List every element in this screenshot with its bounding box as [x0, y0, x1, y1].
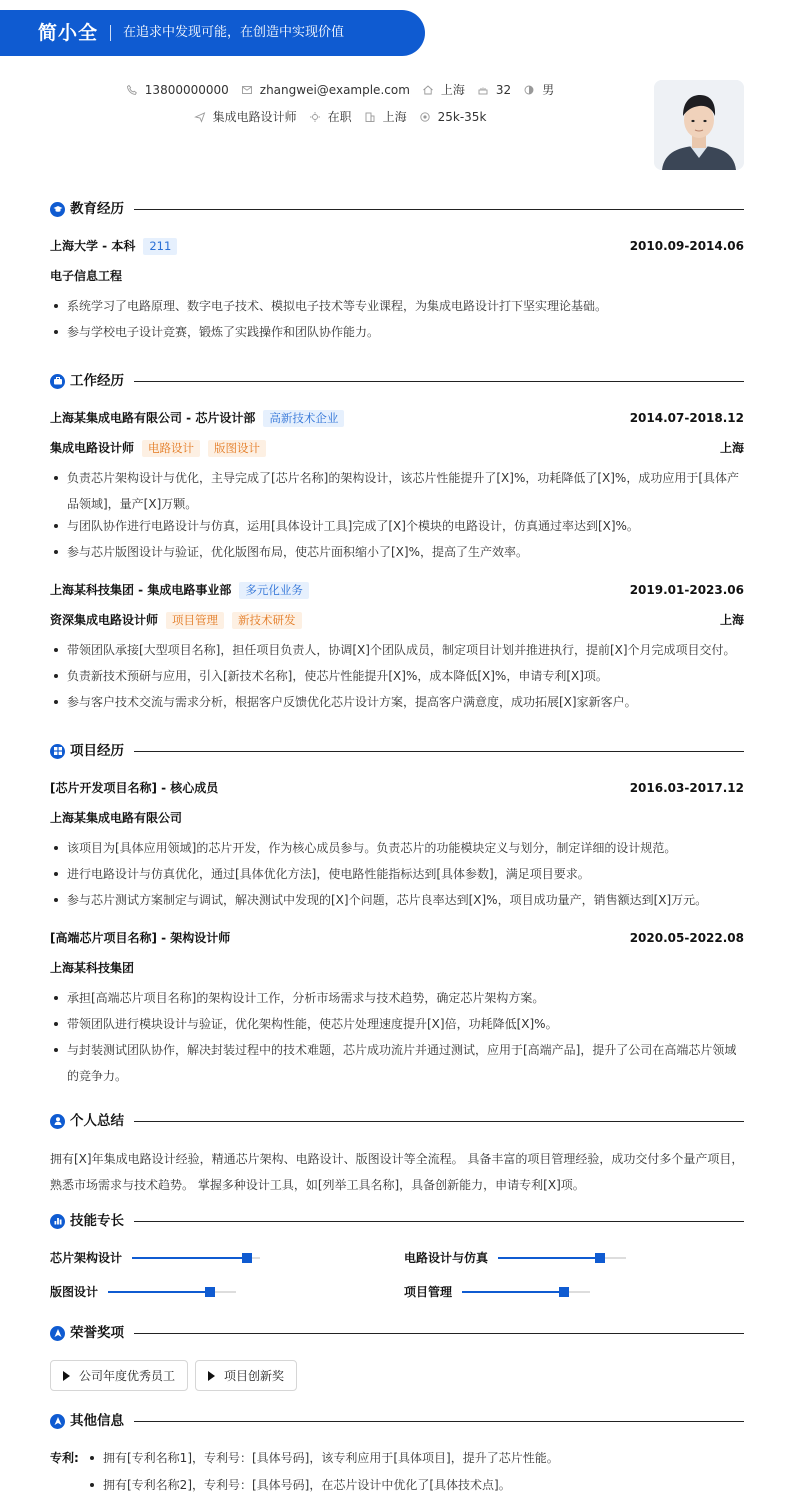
contact-email: [241, 81, 410, 99]
list-item: 该项目为[具体应用领域]的芯片开发，作为核心成员参与。负责芯片的功能模块定义与划分，制定详细的设计规范。: [50, 835, 744, 861]
project-dates: 2016.03-2017.12: [629, 781, 744, 795]
award-label: 公司年度优秀员工: [79, 1368, 176, 1383]
section-education: [50, 199, 744, 219]
school-name: 上海大学 - 本科: [50, 239, 136, 253]
skill-bar: [462, 1291, 590, 1293]
contact-city: [422, 81, 465, 99]
status-value: 在职: [327, 110, 352, 124]
award-label: 项目创新奖: [224, 1368, 285, 1383]
section-title: 工作经历: [70, 372, 124, 389]
work-dates: 2019.01-2023.06: [629, 583, 744, 597]
list-item: 参与客户技术交流与需求分析，根据客户反馈优化芯片设计方案，提高客户满意度，成功拓展[X]家新客户。: [50, 689, 744, 715]
home-icon: [422, 84, 434, 96]
project-org: 上海某科技集团: [50, 961, 135, 975]
list-item: 进行电路设计与仿真优化，通过[具体优化方法]，使电路性能指标达到[具体参数]，满足项目要求。: [50, 861, 744, 887]
section-other: [50, 1411, 744, 1431]
skill-item: [50, 1283, 236, 1301]
list-item: 参与学校电子设计竞赛，锻炼了实践操作和团队协作能力。: [50, 319, 744, 345]
skill-name: 芯片架构设计: [50, 1251, 123, 1265]
skill-bar: [498, 1257, 626, 1259]
major: 电子信息工程: [50, 269, 123, 283]
project-org-row: [50, 809, 744, 827]
list-item: 拥有[专利名称2]，专利号：[具体号码]，在芯片设计中优化了[具体技术点]。: [86, 1474, 511, 1496]
award-icon: [50, 1326, 65, 1341]
email-value: zhangwei@example.com: [259, 83, 410, 97]
skill-item: [404, 1249, 626, 1267]
list-item: 带领团队承接[大型项目名称]，担任项目负责人，协调[X]个团队成员，制定项目计划并推进执行，提前[X]个月完成项目交付。: [50, 637, 744, 663]
award-chip: [195, 1360, 297, 1391]
education-header: [50, 237, 744, 255]
skill-handle: [205, 1287, 215, 1297]
user-icon: [50, 1114, 65, 1129]
work-role-row: [50, 611, 744, 629]
project-header: [50, 929, 744, 947]
company-name: 上海某集成电路有限公司 - 芯片设计部: [50, 411, 256, 425]
section-divider: [134, 1121, 744, 1122]
resume-motto: 在追求中发现可能，在创造中实现价值: [123, 25, 345, 41]
list-item: 负责芯片架构设计与优化，主导完成了[芯片名称]的架构设计，该芯片性能提升了[X]%，功耗降低了[X]%，成功应用于[具体产品领域]，量产[X]万颗。: [50, 465, 744, 517]
list-item: 负责新技术预研与应用，引入[新技术名称]，使芯片性能提升[X]%，成本降低[X]%，申请专利[X]项。: [50, 663, 744, 689]
work-location: 上海: [719, 441, 744, 455]
work-dates: 2014.07-2018.12: [629, 411, 744, 425]
contact-row-1: [0, 81, 680, 99]
project-org: 上海某集成电路有限公司: [50, 811, 183, 825]
gender-value: 男: [542, 83, 555, 97]
role-tag: 新技术研发: [232, 612, 302, 629]
section-title: 其他信息: [70, 1412, 124, 1429]
section-divider: [134, 751, 744, 752]
contact-row-2: [0, 108, 680, 126]
list-item: 系统学习了电路原理、数字电子技术、模拟电子技术等专业课程，为集成电路设计打下坚实理论基础。: [50, 293, 744, 319]
section-skills: [50, 1211, 744, 1231]
skill-bar: [108, 1291, 236, 1293]
section-title: 个人总结: [70, 1112, 124, 1129]
resume-name: 简小全: [38, 21, 99, 44]
contact-age: [477, 81, 511, 99]
section-title: 教育经历: [70, 200, 124, 217]
skill-bar: [132, 1257, 260, 1259]
skill-handle: [595, 1253, 605, 1263]
list-item: 拥有[专利名称1]，专利号：[具体号码]，该专利应用于[具体项目]，提升了芯片性能。: [86, 1447, 559, 1469]
contact-phone: [126, 81, 229, 99]
send-icon: [194, 111, 206, 123]
phone-icon: [126, 84, 138, 96]
section-work: [50, 371, 744, 391]
contact-status: [309, 108, 352, 126]
project-org-row: [50, 959, 744, 977]
role-tag: 项目管理: [166, 612, 224, 629]
contact-position: [194, 108, 297, 126]
coin-icon: [419, 111, 431, 123]
project-header: [50, 779, 744, 797]
section-title: 项目经历: [70, 742, 124, 759]
section-divider: [134, 209, 744, 210]
age-value: 32: [495, 83, 512, 97]
skill-fill: [108, 1291, 210, 1293]
contact-salary: [419, 108, 487, 126]
briefcase-icon: [50, 374, 65, 389]
list-item: 参与芯片测试方案制定与调试，解决测试中发现的[X]个问题，芯片良率达到[X]%，项目成功量产，销售额达到[X]万元。: [50, 887, 744, 913]
project-name: [高端芯片项目名称] - 架构设计师: [50, 931, 231, 945]
list-item: 参与芯片版图设计与验证，优化版图布局，使芯片面积缩小了[X]%，提高了生产效率。: [50, 539, 744, 565]
section-divider: [134, 1221, 744, 1222]
building-icon: [364, 111, 376, 123]
list-item: 承担[高端芯片项目名称]的架构设计工作，分析市场需求与技术趋势，确定芯片架构方案。: [50, 985, 744, 1011]
avatar: [654, 80, 744, 170]
phone-value: 13800000000: [144, 83, 229, 97]
skill-item: [50, 1249, 260, 1267]
section-awards: [50, 1323, 744, 1343]
role-tag: 版图设计: [208, 440, 266, 457]
skill-name: 电路设计与仿真: [404, 1251, 489, 1265]
play-icon: [208, 1371, 215, 1381]
list-item: 与团队协作进行电路设计与仿真，运用[具体设计工具]完成了[X]个模块的电路设计，仿真通过率达到[X]%。: [50, 513, 744, 539]
mail-icon: [241, 84, 253, 96]
skill-name: 版图设计: [50, 1285, 99, 1299]
project-dates: 2020.05-2022.08: [629, 931, 744, 945]
patent-label: 专利:: [50, 1451, 79, 1465]
header-divider: [110, 25, 111, 41]
bar-chart-icon: [50, 1214, 65, 1229]
section-title: 荣誉奖项: [70, 1324, 124, 1341]
role-name: 资深集成电路设计师: [50, 613, 159, 627]
award-chip: [50, 1360, 188, 1391]
play-icon: [63, 1371, 70, 1381]
section-divider: [134, 1421, 744, 1422]
project-name: [芯片开发项目名称] - 核心成员: [50, 781, 219, 795]
skill-fill: [462, 1291, 564, 1293]
cake-icon: [477, 84, 489, 96]
section-summary: [50, 1111, 744, 1131]
summary-text: 拥有[X]年集成电路设计经验，精通芯片架构、电路设计、版图设计等全流程。 具备丰富的项目管理经验，成功交付多个量产项目，熟悉市场需求与技术趋势。 掌握多种设计工具，如[列举工具名称]，具备创新能力，申请专利[X]项。: [50, 1152, 744, 1192]
work-header: [50, 581, 744, 599]
contact-work-city: [364, 108, 407, 126]
section-divider: [134, 1333, 744, 1334]
salary-value: 25k-35k: [437, 110, 487, 124]
school-tag: 211: [143, 238, 177, 255]
skill-name: 项目管理: [404, 1285, 453, 1299]
header-band: [0, 10, 425, 56]
work-header: [50, 409, 744, 427]
city-value: 上海: [440, 83, 465, 97]
list-item: 与封装测试团队协作，解决封装过程中的技术难题，芯片成功流片并通过测试，应用于[高端产品]，提升了公司在高端芯片领域的竞争力。: [50, 1037, 744, 1089]
role-tag: 电路设计: [142, 440, 200, 457]
skill-item: [404, 1283, 590, 1301]
graduation-cap-icon: [50, 202, 65, 217]
skill-handle: [559, 1287, 569, 1297]
company-tag: 高新技术企业: [263, 410, 344, 427]
work-role-row: [50, 439, 744, 457]
skill-handle: [242, 1253, 252, 1263]
company-tag: 多元化业务: [239, 582, 309, 599]
skill-fill: [132, 1257, 247, 1259]
education-dates: 2010.09-2014.06: [629, 239, 744, 253]
work-city-value: 上海: [382, 110, 407, 124]
info-icon: [50, 1414, 65, 1429]
section-divider: [134, 381, 744, 382]
status-icon: [309, 111, 321, 123]
skill-fill: [498, 1257, 600, 1259]
education-major-row: [50, 267, 744, 285]
company-name: 上海某科技集团 - 集成电路事业部: [50, 583, 232, 597]
position-value: 集成电路设计师: [212, 110, 297, 124]
gender-icon: [523, 84, 535, 96]
grid-icon: [50, 744, 65, 759]
role-name: 集成电路设计师: [50, 441, 135, 455]
section-projects: [50, 741, 744, 761]
work-location: 上海: [719, 613, 744, 627]
section-title: 技能专长: [70, 1212, 124, 1229]
contact-gender: [523, 81, 554, 99]
list-item: 带领团队进行模块设计与验证，优化架构性能，使芯片处理速度提升[X]倍，功耗降低[X]%。: [50, 1011, 744, 1037]
